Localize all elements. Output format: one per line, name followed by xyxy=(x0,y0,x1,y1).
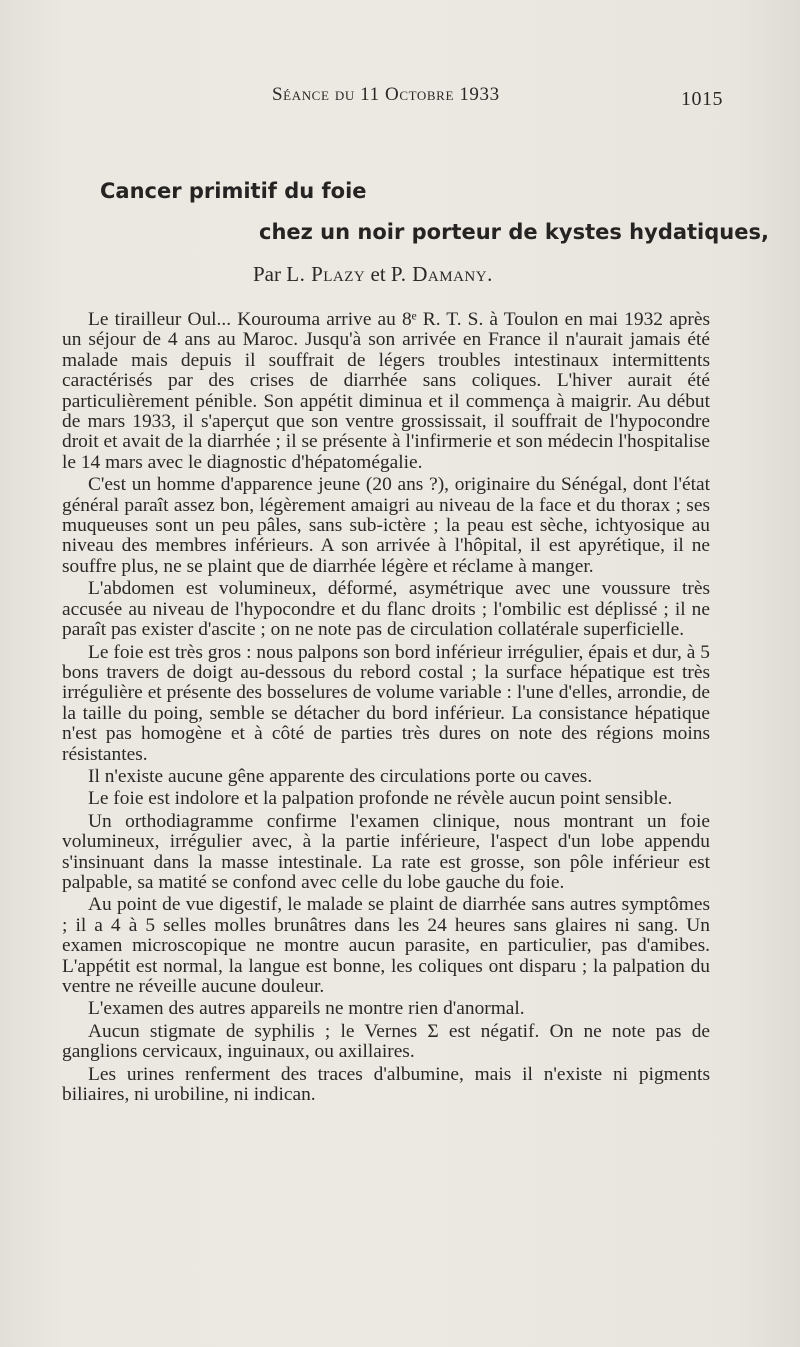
paragraph: Aucun stigmate de syphilis ; le Vernes Σ est négatif. On ne note pas de ganglions cervicaux, inguinaux, ou axillaires. xyxy=(62,1020,710,1063)
paragraph: C'est un homme d'apparence jeune (20 ans ?), originaire du Sénégal, dont l'état général paraît assez bon, légèrement amaigri au niveau de la face et du thorax ; ses muqueuses sont un peu pâles, sans sub-ictère ; la peau est sèche, ichtyosique au niveau des membres inférieurs. A son arrivée à l'hôpital, il est apyrétique, il ne souffre plus, ne se plaint que de diarrhée légère et réclame à manger. xyxy=(62,474,710,577)
paragraph: Il n'existe aucune gêne apparente des circulations porte ou caves. xyxy=(88,765,593,787)
paragraph: Les urines renferment des traces d'albumine, mais il n'existe ni pigments biliaires, ni urobiline, ni indican. xyxy=(62,1063,710,1106)
author-2: P. Damany. xyxy=(390,262,493,286)
paragraph: L'abdomen est volumineux, déformé, asymétrique avec une voussure très accusée au niveau de l'hypocondre et du flanc droits ; l'ombilic est déplissé ; il ne paraît pas exister d'ascite ; on ne note pas de circulation collatérale superficielle. xyxy=(62,578,710,641)
running-header-title: Séance du 11 Octobre 1933 xyxy=(272,84,500,105)
paragraph: L'examen des autres appareils ne montre rien d'anormal. xyxy=(88,998,525,1020)
paragraph: Au point de vue digestif, le malade se plaint de diarrhée sans autres symptômes ; il a 4 à 5 selles molles brunâtres dans les 24 heures sans glaires ni sang. Un examen microscopique ne montre aucun parasite, en particulier, pas d'amibes. L'appétit est normal, la langue est bonne, les coliques ont disparu ; la palpation du ventre ne réveille aucune douleur. xyxy=(62,894,710,997)
byline xyxy=(253,262,493,287)
running-header xyxy=(0,84,800,114)
paragraph: Le foie est indolore et la palpation profonde ne révèle aucun point sensible. xyxy=(88,788,673,810)
page-number: 1015 xyxy=(681,88,723,110)
article-title-line-1: Cancer primitif du foie xyxy=(100,179,367,203)
byline-par: Par xyxy=(253,262,281,286)
byline-conjunction: et xyxy=(370,262,386,286)
paragraph: Un orthodiagramme confirme l'examen clinique, nous montrant un foie volumineux, irrégulier avec, à la partie inférieure, l'aspect d'un lobe appendu s'insinuant dans la masse intestinale. La rate est grosse, son pôle inférieur est palpable, sa matité se confond avec celle du lobe gauche du foie. xyxy=(62,810,710,893)
article-body xyxy=(62,310,710,1107)
paragraph: Le foie est très gros : nous palpons son bord inférieur irrégulier, épais et dur, à 5 bons travers de doigt au-dessous du rebord costal ; la surface hépatique est très irrégulière et présente des bosselures de volume variable : l'une d'elles, arrondie, de la taille du poing, semble se détacher du bord inférieur. La consistance hépatique n'est pas homogène et à côté de parties très dures on note des régions moins résistantes. xyxy=(62,641,710,765)
article-title-line-2: chez un noir porteur de kystes hydatiques, xyxy=(259,220,769,244)
paragraph: Le tirailleur Oul... Kourouma arrive au 8ᵉ R. T. S. à Toulon en mai 1932 après un séjour de 4 ans au Maroc. Jusqu'à son arrivée en France il n'aurait jamais été malade mais depuis il souffrait de légers troubles intestinaux intermittents caractérisés par des crises de diarrhée sans coliques. L'hiver aurait été particulièrement pénible. Son appétit diminua et il commença à maigrir. Au début de mars 1933, il s'aperçut que son ventre grossissait, il souffrait de l'hypocondre droit et avait de la diarrhée ; il se présente à l'infirmerie et son médecin l'hospitalise le 14 mars avec le diagnostic d'hépatomégalie. xyxy=(62,309,710,473)
author-1: L. Plazy xyxy=(286,262,366,286)
